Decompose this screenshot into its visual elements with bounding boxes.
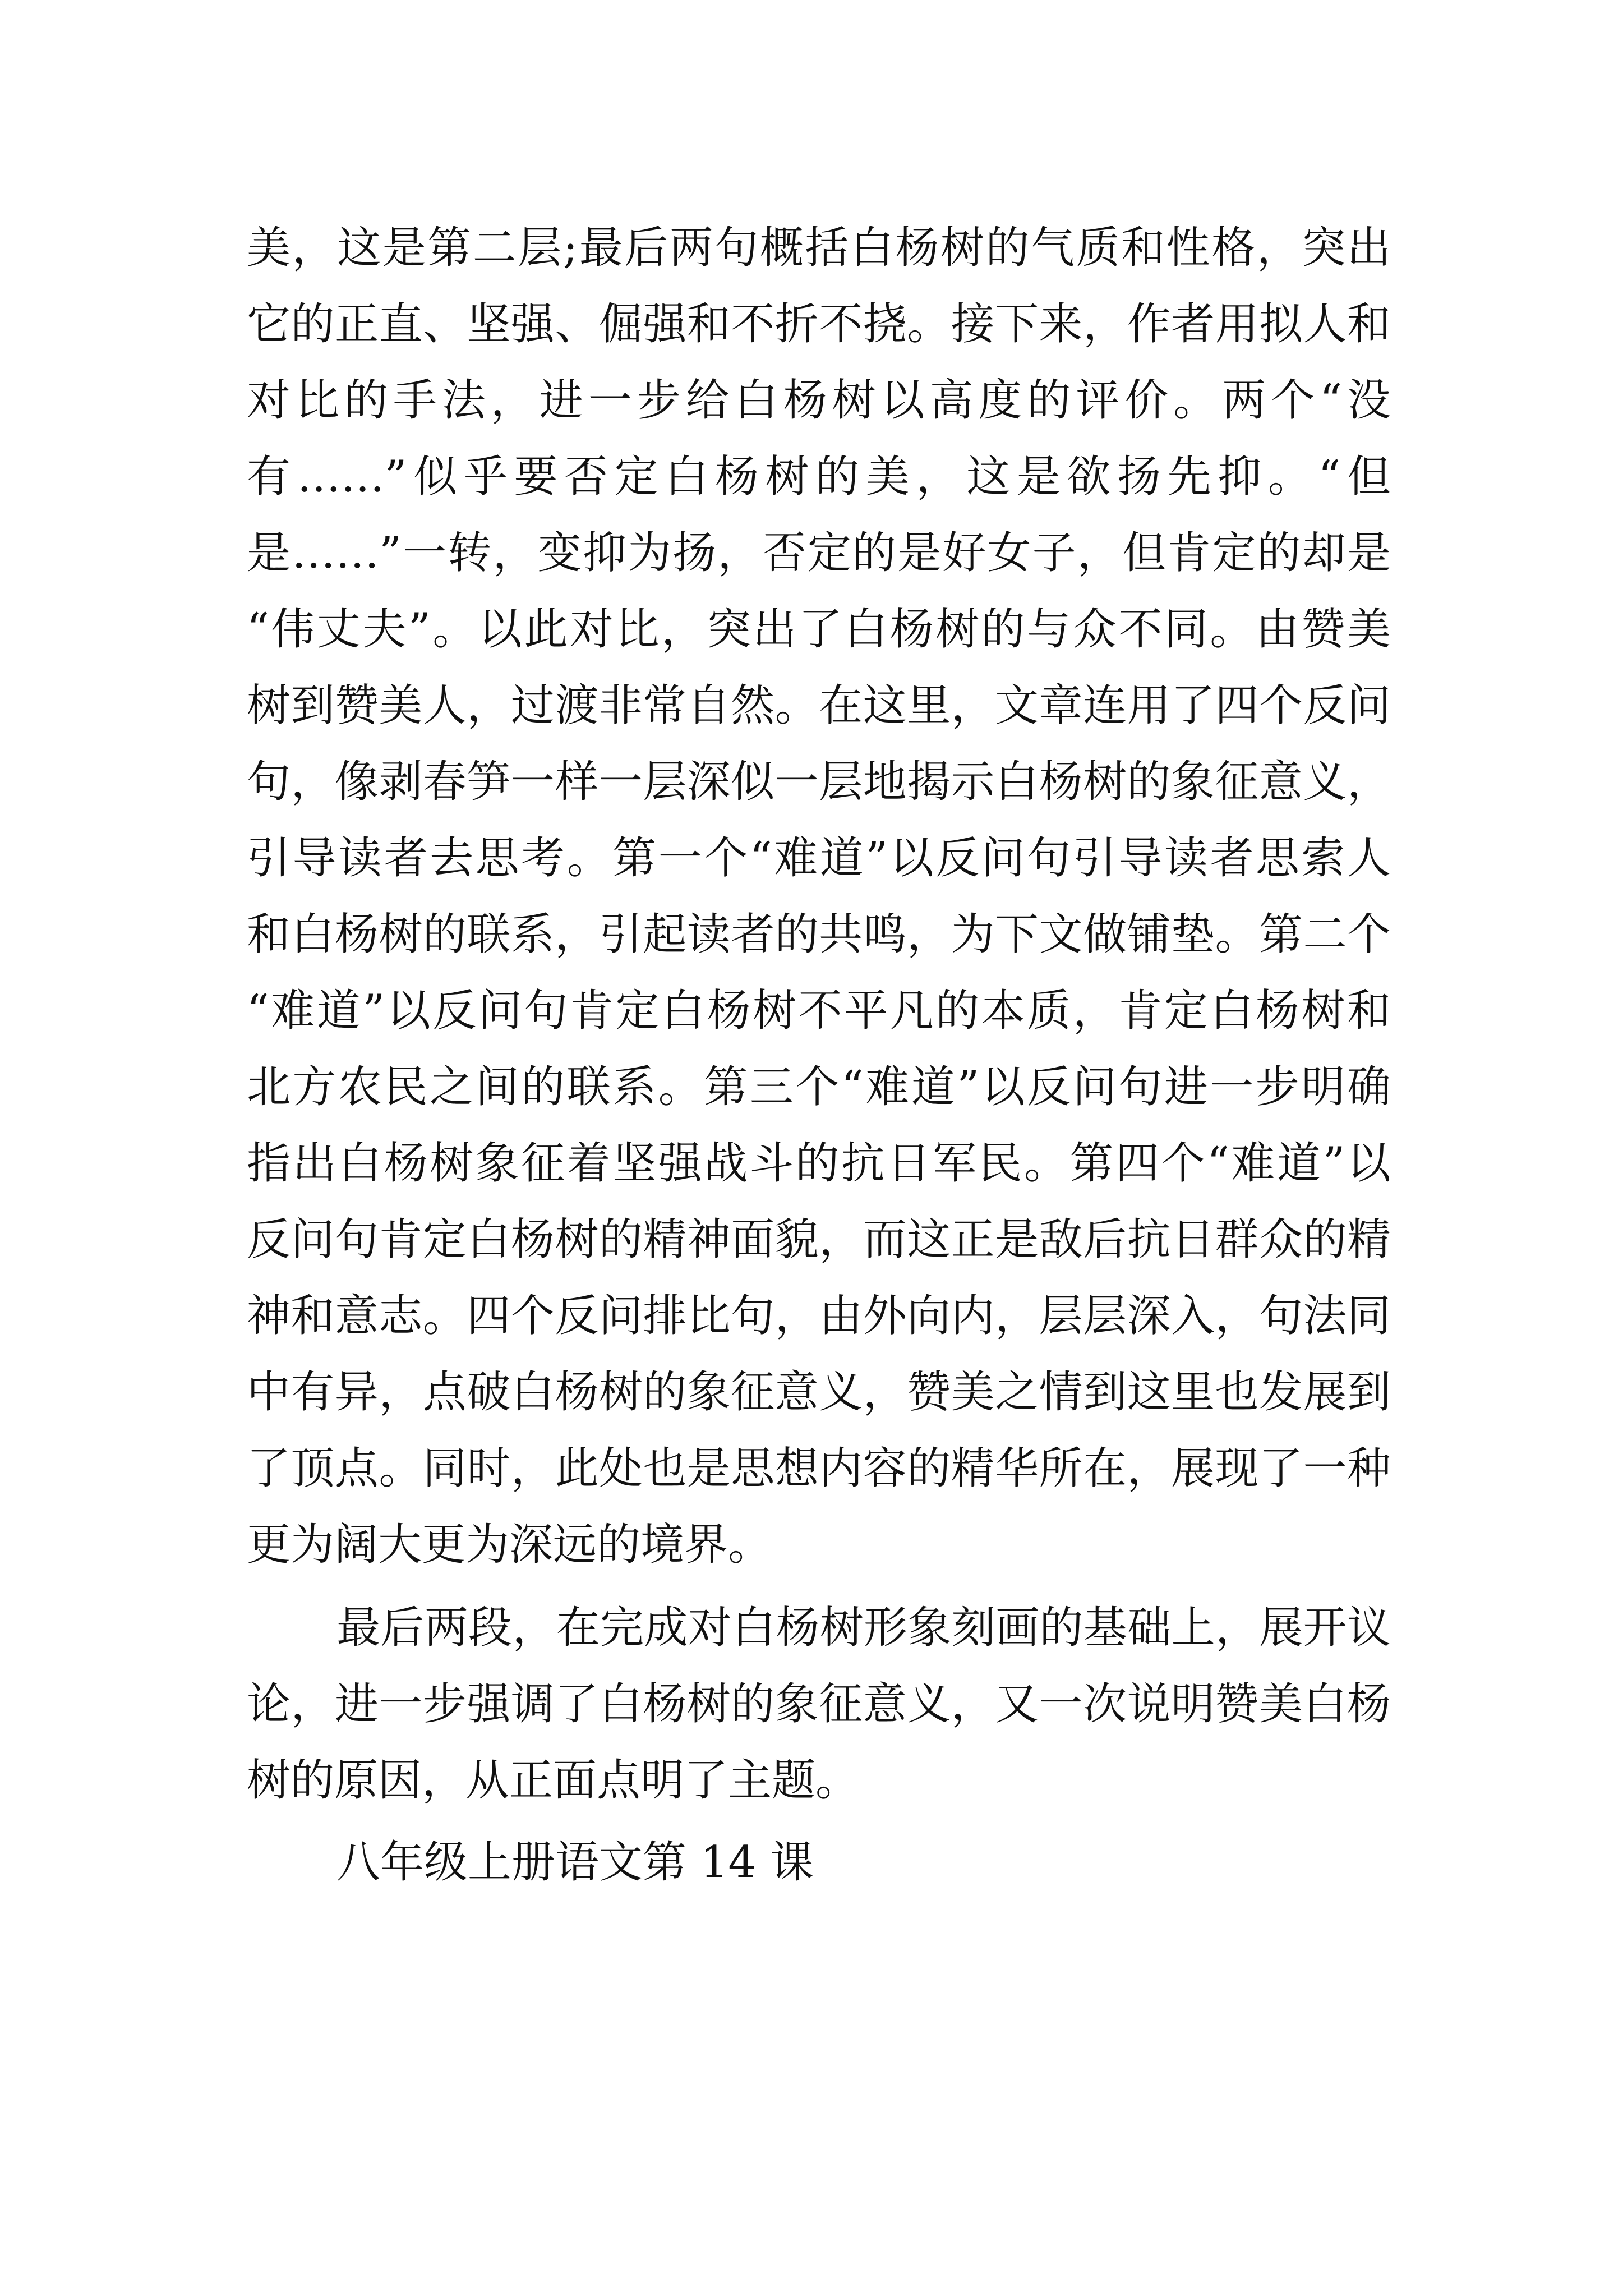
paragraph-line: 对比的手法，进一步给白杨树以高度的评价。两个“没 [247,375,1391,426]
paragraph-line: 树的原因，从正面点明了主题。 [247,1755,860,1806]
paragraph-line: 美，这是第二层;最后两句概括白杨树的气质和性格，突出 [247,223,1391,273]
paragraph-line: 中有异，点破白杨树的象征意义，赞美之情到这里也发展到 [247,1367,1391,1418]
paragraph-line: 北方农民之间的联系。第三个“难道”以反问句进一步明确 [247,1062,1391,1112]
paragraph-line: 最后两段，在完成对白杨树形象刻画的基础上，展开议 [336,1603,1391,1653]
paragraph-line: 有……”似乎要否定白杨树的美，这是欲扬先抑。“但 [247,452,1391,502]
paragraph-line: 反问句肯定白杨树的精神面貌，而这正是敌后抗日群众的精 [247,1214,1391,1265]
paragraph-line: 它的正直、坚强、倔强和不折不挠。接下来，作者用拟人和 [247,299,1391,349]
paragraph-line: 论，进一步强调了白杨树的象征意义，又一次说明赞美白杨 [247,1679,1391,1729]
paragraph-line: 指出白杨树象征着坚强战斗的抗日军民。第四个“难道”以 [247,1138,1391,1189]
paragraph-line: “难道”以反问句肯定白杨树不平凡的本质，肯定白杨树和 [247,986,1391,1036]
paragraph-line: 句，像剥春笋一样一层深似一层地揭示白杨树的象征意义， [247,757,1391,807]
paragraph-line: “伟丈夫”。以此对比，突出了白杨树的与众不同。由赞美 [247,604,1391,655]
paragraph-line: 引导读者去思考。第一个“难道”以反问句引导读者思索人 [247,833,1391,884]
paragraph-line: 神和意志。四个反问排比句，由外向内，层层深入，句法同 [247,1291,1391,1341]
paragraph-line: 和白杨树的联系，引起读者的共鸣，为下文做铺垫。第二个 [247,909,1391,960]
paragraph-line: 是……”一转，变抑为扬，否定的是好女子，但肯定的却是 [247,528,1391,578]
paragraph-line: 树到赞美人，过渡非常自然。在这里，文章连用了四个反问 [247,680,1391,731]
paragraph-line: 更为阔大更为深远的境界。 [247,1520,772,1570]
paragraph-line: 了顶点。同时，此处也是思想内容的精华所在，展现了一种 [247,1443,1391,1494]
lesson-footer: 八年级上册语文第 14 课 [336,1837,814,1888]
